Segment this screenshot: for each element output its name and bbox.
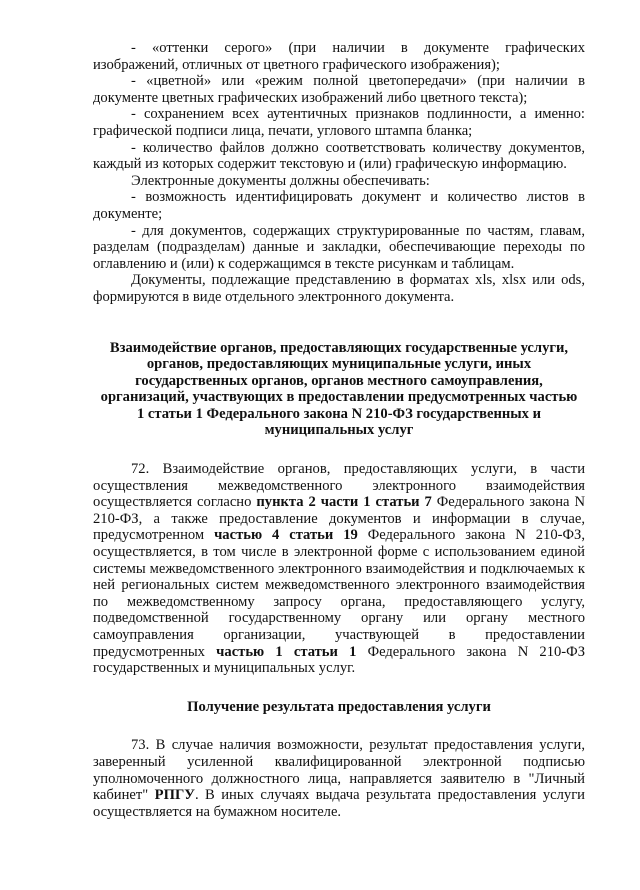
section-heading-result: Получение результата предоставления услуги <box>187 698 491 715</box>
rpgu-reference: РПГУ <box>154 787 195 804</box>
spacer <box>93 306 585 340</box>
list-item-grayscale: - «оттенки серого» (при наличии в документе графических изображений, отличных от цветного графического изображения); <box>93 40 585 73</box>
list-item-authenticity: - сохранением всех аутентичных признаков подлинности, а именно: графической подписи лица, печати, углового штампа бланка; <box>93 106 585 139</box>
paragraph-73 <box>93 737 585 820</box>
paragraph-72-text: Федерального закона N 210-ФЗ государственных и муниципальных услуг. <box>93 643 585 677</box>
spacer <box>93 715 585 737</box>
spacer <box>93 677 585 699</box>
section-heading-interaction: Взаимодействие органов, предоставляющих государственные услуги, органов, предоставляющих муниципальные услуги, иных государственных органов, органов местного самоуправления, организаций, участвующих в предоставлении предусмотренных частью 1 статьи 1 Федерального закона N 210-ФЗ государственных и муниципальных услуг <box>100 339 578 439</box>
document-page <box>93 40 585 820</box>
paragraph-73-text: 73. В случае наличия возможности, результат предоставления услуги, заверенный усиленной квалифицированной электронной подписью уполномоченного должностного лица, направляется заявителю в "Личный кабинет" <box>93 737 585 804</box>
paragraph-73-text: . В иных случаях выдача результата предоставления услуги осуществляется на бумажном носителе. <box>93 787 585 820</box>
law-reference-link[interactable]: частью 1 статьи 1 <box>216 643 357 660</box>
paragraph-72-text: 72. Взаимодействие органов, предоставляющих услуги, в части осуществления межведомственного электронного взаимодействия осуществляется согласно <box>93 461 585 511</box>
spacer <box>93 439 585 461</box>
list-item-structured: - для документов, содержащих структурированные по частям, главам, разделам (подразделам) данные и закладки, обеспечивающие переходы по оглавлению и (или) к содержащимся в тексте рисункам и таблицам. <box>93 222 585 272</box>
formats-paragraph: Документы, подлежащие представлению в форматах xls, xlsx или ods, формируются в виде отдельного электронного документа. <box>93 272 585 305</box>
electronic-docs-intro: Электронные документы должны обеспечивать: <box>131 172 430 189</box>
law-reference-link[interactable]: пункта 2 части 1 статьи 7 <box>256 494 432 511</box>
law-reference-link[interactable]: частью 4 статьи 19 <box>214 527 358 544</box>
list-item-color: - «цветной» или «режим полной цветопередачи» (при наличии в документе цветных графических изображений либо цветного текста); <box>93 73 585 106</box>
paragraph-72 <box>93 461 585 677</box>
list-item-identify: - возможность идентифицировать документ и количество листов в документе; <box>93 189 585 222</box>
paragraph-72-text: Федерального закона N 210-ФЗ, а также предоставление документов и информации в случае, предусмотренном <box>93 494 585 544</box>
paragraph-72-text: Федерального закона N 210-ФЗ, осуществляется, в том числе в электронной форме с использованием единой системы межведомственного электронного взаимодействия и подключаемых к ней региональных систем межведомственного электронного взаимодействия по межведомственному запросу органа, предоставляющего услугу, подведомственной государственному органу или органу местного самоуправления организации, участвующей в предоставлении предусмотренных <box>93 527 585 660</box>
list-item-file-count: - количество файлов должно соответствовать количеству документов, каждый из которых содержит текстовую и (или) графическую информацию. <box>93 139 585 173</box>
